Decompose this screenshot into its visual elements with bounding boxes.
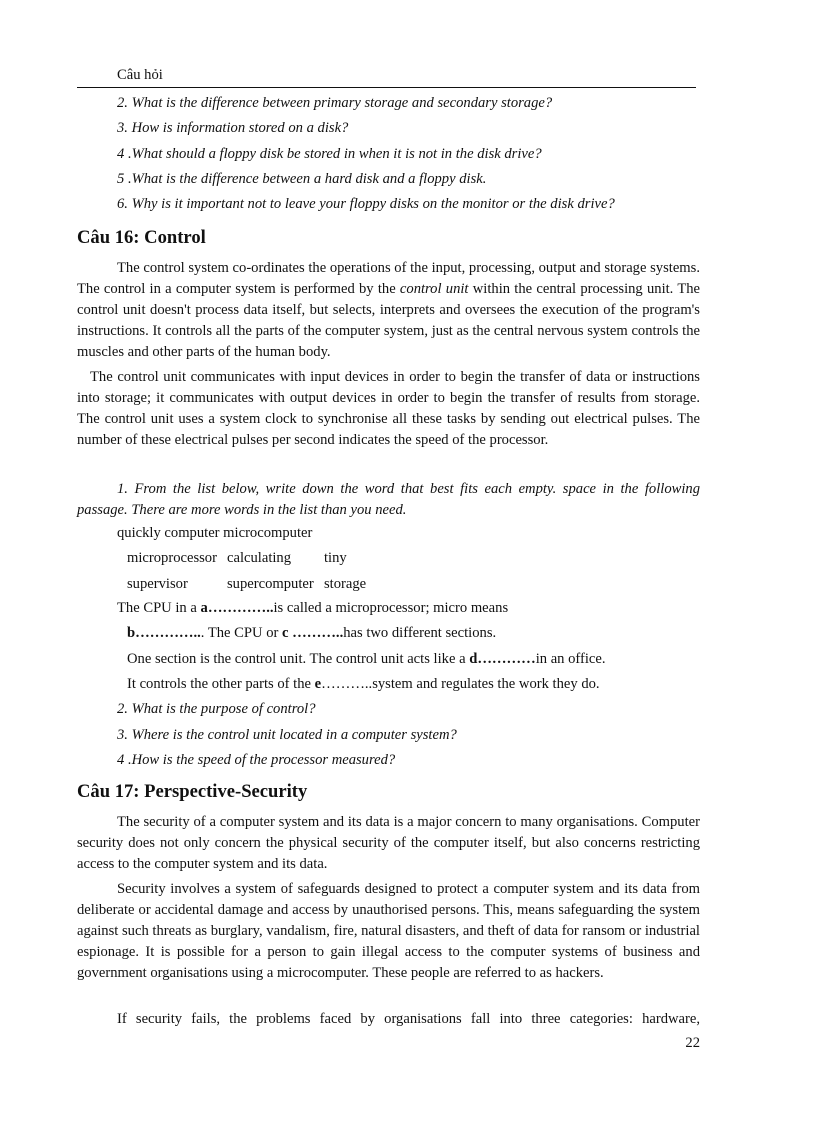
word-option: microprocessor [127,550,217,566]
gap-label-d: d [469,651,478,667]
section16-paragraph-1 [77,258,700,363]
gap-blank-b: ………….. [135,625,201,641]
gap-label-e: e [314,676,322,692]
exercise-1-prompt: 1. From the list below, write down the word that best fits each empty. space in the following passage. There are more words in the list than you need. [77,481,700,519]
gap-fill-line-3 [127,650,606,668]
gap-label-c: c [282,625,289,641]
gap-text: system and regulates the work they do. [372,676,600,692]
emphasis-control-unit: control unit [399,281,469,298]
question-item: 2. What is the purpose of control? [117,701,316,717]
gap-fill-line-4 [127,675,600,693]
page-number: 22 [685,1035,700,1051]
word-option: calculating [227,550,292,566]
gap-blank-c: ……….. [288,625,344,641]
section17-paragraph-3: If security fails, the problems faced by organisations fall into three categories: hardware, [117,1011,700,1027]
gap-fill-line-1 [117,599,508,617]
gap-blank-e: ……….. [321,676,373,692]
section17-paragraph-2: Security involves a system of safeguards designed to protect a computer system and its data from deliberate or accidental damage and access by unauthorised persons. This, means safeguarding the system against such threats as burglary, vandalism, fire, natural disasters, and theft of data for ransom or industrial espionage. It is possible for a person to gain illegal access to the computer systems of business and government organisations using a microcomputer. These people are referred to as hackers. [77,881,700,982]
para-text: within the central processing unit. The control unit doesn't process data itself, but selects, interprets and oversees the execution of the program's instructions. It controls all the parts of the computer system, just as the central nervous system controls the muscles and other parts of the human body. [77,281,701,361]
gap-text: has two different sections. [343,625,497,641]
para-text: The control system co-ordinates the operations of the input, processing, output and storage systems. The control in a computer system is performed by the [77,260,700,298]
gap-blank-a: ………….. [207,600,274,616]
word-option: tiny [324,550,347,566]
section-heading-16: Câu 16: Control [77,227,206,248]
word-option: storage [324,576,367,592]
question-item: 5 .What is the difference between a hard disk and a floppy disk. [117,171,487,187]
gap-text: . The CPU or [200,625,283,641]
question-item: 3. Where is the control unit located in a computer system? [117,727,457,743]
gap-text: One section is the control unit. The control unit acts like a [127,651,470,667]
gap-blank-d: ………… [477,651,536,667]
running-header: Câu hỏi [117,67,163,83]
word-option: supervisor [127,576,188,592]
gap-text: is called a microprocessor; micro means [273,600,509,616]
word-option: supercomputer [227,576,314,592]
header-rule [77,87,696,88]
question-item: 4 .What should a floppy disk be stored in when it is not in the disk drive? [117,146,542,162]
question-item: 3. How is information stored on a disk? [117,120,349,136]
gap-text: The CPU in a [117,600,201,616]
question-item: 2. What is the difference between primary storage and secondary storage? [117,95,553,111]
section16-paragraph-2: The control unit communicates with input devices in order to begin the transfer of data or instructions into storage; it communicates with output devices in order to begin the transfer of results from storage. The control unit uses a system clock to synchronise all these tasks by sending out electrical pulses. The number of these electrical pulses per second indicates the speed of the processor. [77,369,700,449]
gap-text: in an office. [535,651,606,667]
question-item: 6. Why is it important not to leave your floppy disks on the monitor or the disk drive? [117,196,615,212]
gap-text: It controls the other parts of the [127,676,315,692]
word-list-row-1: quickly computer microcomputer [117,525,313,541]
gap-label-a: a [200,600,208,616]
section17-paragraph-1: The security of a computer system and its data is a major concern to many organisations. Computer security does not only concern the physical security of the computer itself, but also concerns restricting access to the computer system and its data. [77,814,700,873]
section-heading-17: Câu 17: Perspective-Security [77,781,308,802]
gap-fill-line-2 [127,624,496,642]
gap-label-b: b [127,625,136,641]
question-item: 4 .How is the speed of the processor measured? [117,752,396,768]
